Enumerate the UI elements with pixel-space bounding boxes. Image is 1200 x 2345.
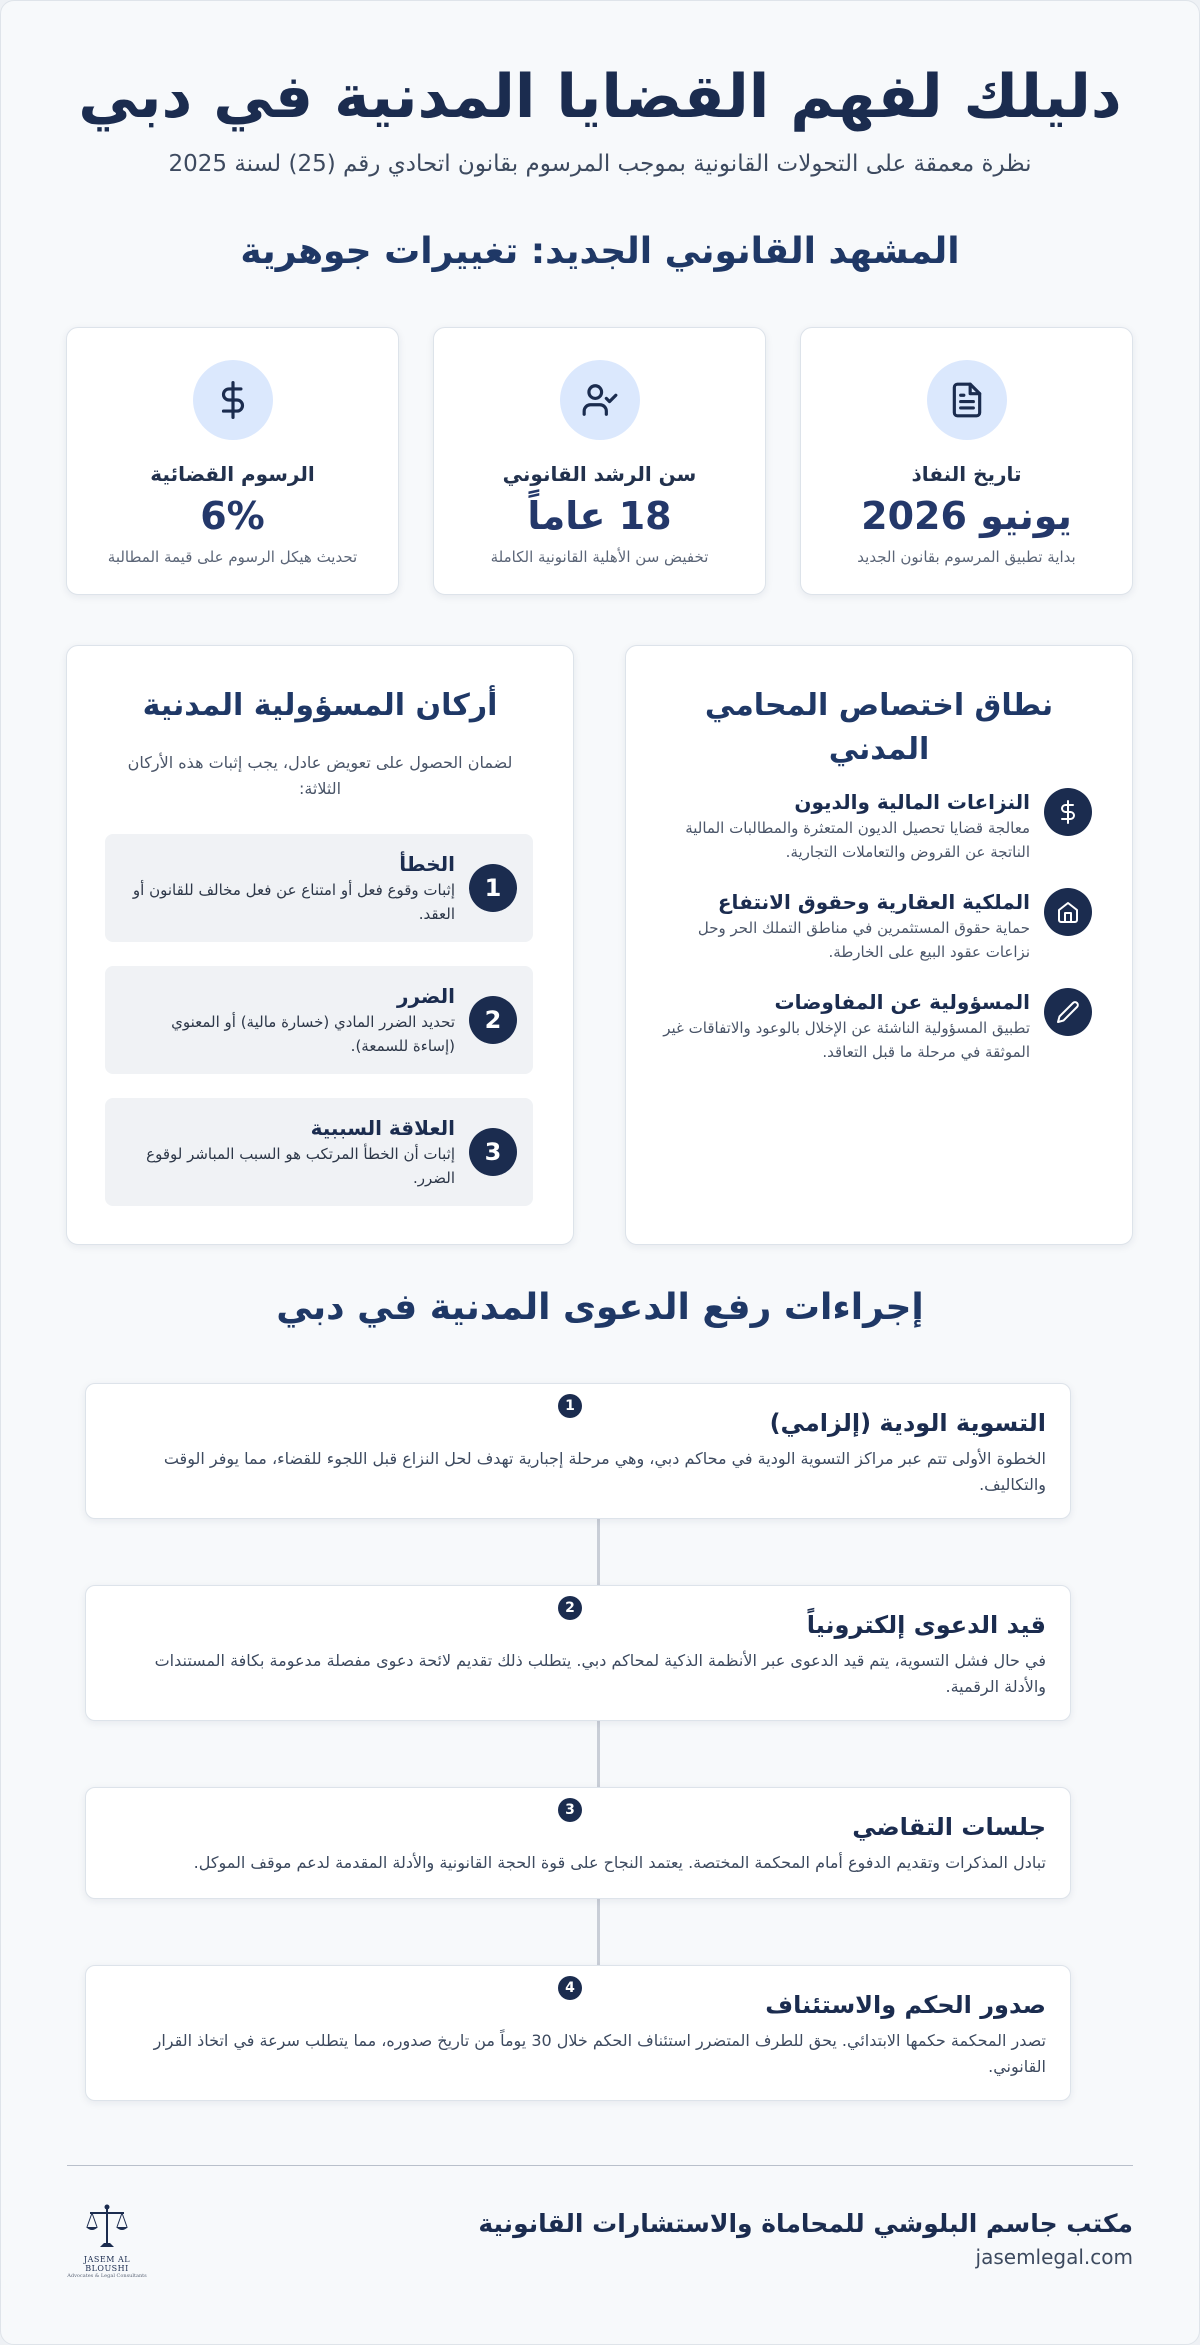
scope-panel [625,645,1133,1245]
pillar-desc: إثبات وقوع فعل أو امتناع عن فعل مخالف للقانون أو العقد. [132,881,455,923]
step-desc: الخطوة الأولى تتم عبر مراكز التسوية الودية في محاكم دبي، وهي مرحلة إجبارية تهدف لحل النزاع قبل اللجوء للقضاء، مما يوفر الوقت والتكاليف. [163,1449,1046,1494]
pillar-title: العلاقة السببية [310,1116,455,1140]
scope-item-title: المسؤولية عن المفاوضات [774,990,1030,1014]
stat-label: الرسوم القضائية [150,462,315,486]
step-desc: تبادل المذكرات وتقديم الدفوع أمام المحكمة المختصة. يعتمد النجاح على قوة الحجة القانونية والأدلة المقدمة لدعم موقف الموكل. [193,1853,1046,1872]
pillar-title: الضرر [396,984,455,1008]
scope-item [660,788,1092,864]
dollar-icon [193,360,273,440]
pillar-number: 2 [469,996,517,1044]
stat-description: تخفيض سن الأهلية القانونية الكاملة [490,548,709,566]
home-icon [1044,888,1092,936]
landscape-title: المشهد القانوني الجديد: تغييرات جوهرية [240,231,960,272]
user-check-icon [560,360,640,440]
pillar-item [105,834,533,942]
scope-item [660,888,1092,964]
scope-item-title: الملكية العقارية وحقوق الانتفاع [717,890,1030,914]
pillars-panel [66,645,574,1245]
step-number-badge: 2 [558,1596,582,1620]
pillars-title: أركان المسؤولية المدنية [142,688,498,723]
procedure-title: إجراءات رفع الدعوى المدنية في دبي [276,1287,924,1328]
pillar-desc: إثبات أن الخطأ المرتكب هو السبب المباشر لوقوع الضرر. [146,1145,455,1187]
scope-item-desc: تطبيق المسؤولية الناشئة عن الإخلال بالوعود والاتفاقات غير الموثقة في مرحلة ما قبل التعاقد. [663,1019,1030,1061]
page-title: دليلك لفهم القضايا المدنية في دبي [78,62,1122,132]
document-icon [927,360,1007,440]
stat-value: يونيو 2026 [861,494,1072,538]
stat-card-effective-date [800,327,1133,595]
stat-card-age-of-majority [433,327,766,595]
step-number-badge: 1 [558,1394,582,1418]
firm-name: مكتب جاسم البلوشي للمحاماة والاستشارات القانونية [478,2209,1133,2238]
scope-item-desc: حماية حقوق المستثمرين في مناطق التملك الحر وحل نزاعات عقود البيع على الخارطة. [697,919,1030,961]
stat-label: سن الرشد القانوني [502,462,697,486]
step-title: التسوية الودية (إلزامي) [769,1409,1046,1437]
dollar-icon [1044,788,1092,836]
pillar-number: 1 [469,864,517,912]
firm-logo [67,2201,147,2279]
pillars-intro: لضمان الحصول على تعويض عادل، يجب إثبات هذه الأركان الثلاثة: [127,753,513,798]
scope-title: نطاق اختصاص المحامي المدني [704,688,1054,767]
logo-subtext: Advocates & Legal Consultants [67,2273,147,2279]
logo-text: JASEM AL BLOUSHI [83,2255,131,2273]
procedure-step [85,1383,1071,1519]
hero [1,57,1199,177]
step-number-badge: 3 [558,1798,582,1822]
page-subtitle: نظرة معمقة على التحولات القانونية بموجب المرسوم بقانون اتحادي رقم (25) لسنة 2025 [168,151,1032,177]
stat-value: 6% [200,494,265,538]
procedure-step [85,1965,1071,2101]
step-title: جلسات التقاضي [852,1813,1046,1841]
scope-item-title: النزاعات المالية والديون [794,790,1030,814]
step-desc: في حال فشل التسوية، يتم قيد الدعوى عبر الأنظمة الذكية لمحاكم دبي. يتطلب ذلك تقديم لائحة دعوى مفصلة مدعومة بكافة المستندات والأدلة الرقمية. [154,1651,1046,1696]
procedure-step [85,1787,1071,1899]
procedure-step [85,1585,1071,1721]
stat-card-court-fees [66,327,399,595]
step-desc: تصدر المحكمة حكمها الابتدائي. يحق للطرف المتضرر استئناف الحكم خلال 30 يوماً من تاريخ صدوره، مما يتطلب سرعة في اتخاذ القرار القانوني. [153,2031,1046,2076]
step-title: صدور الحكم والاستئناف [765,1991,1046,2019]
scope-item-desc: معالجة قضايا تحصيل الديون المتعثرة والمطالبات المالية الناتجة عن القروض والتعاملات التجارية. [685,819,1030,861]
stat-label: تاريخ النفاذ [911,462,1022,486]
stat-description: بداية تطبيق المرسوم بقانون الجديد [857,548,1076,566]
stat-value: 18 عاماً [527,494,672,538]
pillar-number: 3 [469,1128,517,1176]
step-number-badge: 4 [558,1976,582,2000]
scales-of-justice-icon [82,2201,132,2251]
pencil-icon [1044,988,1092,1036]
scope-item [660,988,1092,1064]
pillar-title: الخطأ [399,852,455,876]
firm-website-link[interactable]: jasemlegal.com [975,2245,1133,2269]
stat-description: تحديث هيكل الرسوم على قيمة المطالبة [107,548,358,566]
pillar-desc: تحديد الضرر المادي (خسارة مالية) أو المعنوي (إساءة للسمعة). [171,1013,455,1055]
footer-divider [67,2165,1133,2166]
pillar-item [105,966,533,1074]
step-title: قيد الدعوى إلكترونياً [806,1611,1046,1639]
pillar-item [105,1098,533,1206]
